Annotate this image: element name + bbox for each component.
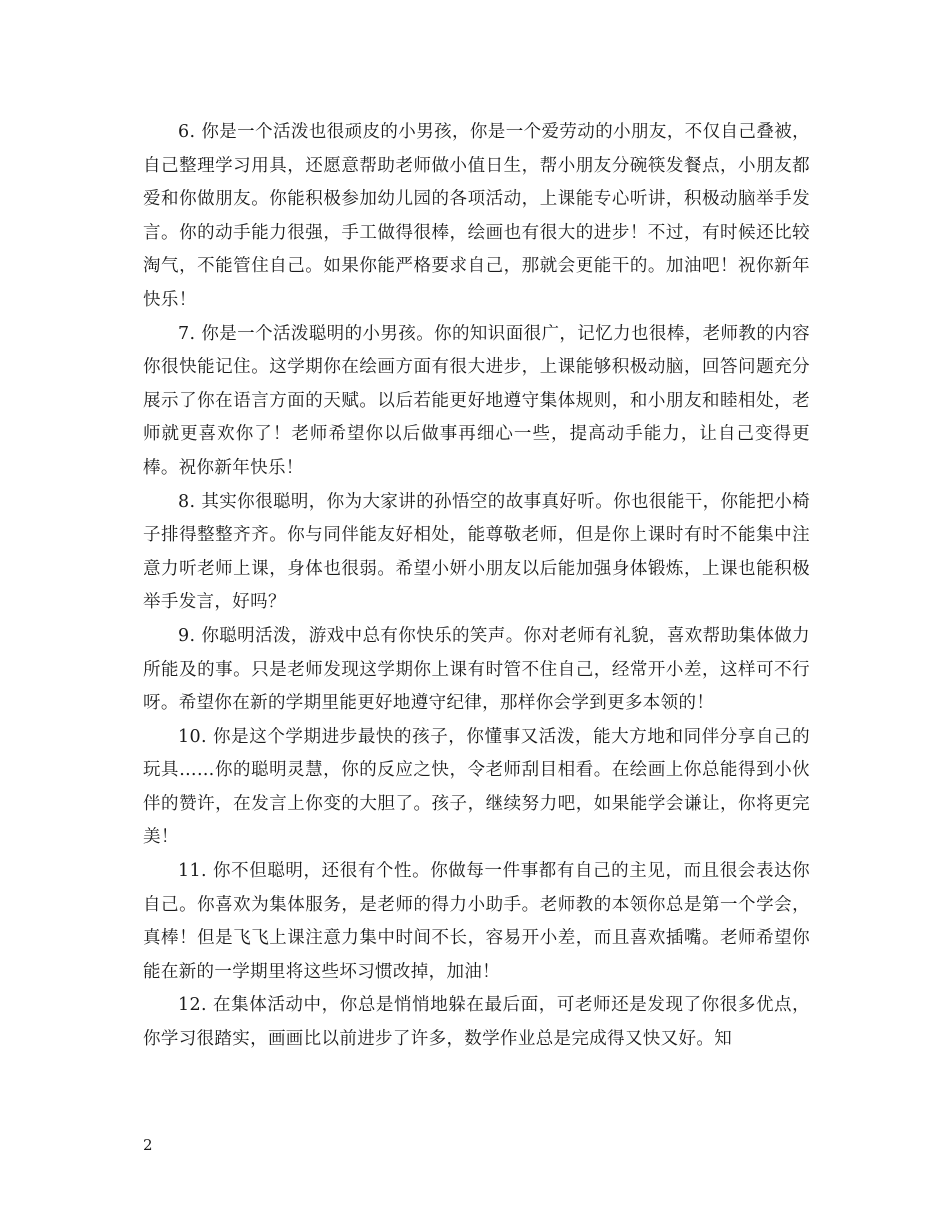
paragraph-11: 11. 你不但聪明，还很有个性。你做每一件事都有自己的主见，而且很会表达你自己。你喜欢为集体服务，是老师的得力小助手。老师教的本领你总是第一个学会，真棒！但是飞飞上课注意力集中时间不长，容易开小差，而且喜欢插嘴。老师希望你能在新的一学期里将这些坏习惯改掉，加油！: [143, 861, 810, 982]
paragraph-12: 12. 在集体活动中，你总是悄悄地躲在最后面，可老师还是发现了你很多优点，你学习很踏实，画画比以前进步了许多，数学作业总是完成得又快又好。知: [143, 995, 810, 1050]
page-number: 2: [143, 1136, 153, 1154]
paragraph-7: 7. 你是一个活泼聪明的小男孩。你的知识面很广，记忆力也很棒，老师教的内容你很快能记住。这学期你在绘画方面有很大进步，上课能够积极动脑，回答问题充分展示了你在语言方面的天赋。以后若能更好地遵守集体规则，和小朋友和睦相处，老师就更喜欢你了！老师希望你以后做事再细心一些，提高动手能力，让自己变得更棒。祝你新年快乐！: [143, 323, 810, 478]
paragraph-6: 6. 你是一个活泼也很顽皮的小男孩，你是一个爱劳动的小朋友，不仅自己叠被，自己整理学习用具，还愿意帮助老师做小值日生，帮小朋友分碗筷发餐点，小朋友都爱和你做朋友。你能积极参加幼儿园的各项活动，上课能专心听讲，积极动脑举手发言。你的动手能力很强，手工做得很棒，绘画也有很大的进步！不过，有时候还比较淘气，不能管住自己。如果你能严格要求自己，那就会更能干的。加油吧！祝你新年快乐！: [143, 122, 810, 310]
document-body: [143, 116, 810, 1057]
paragraph-8: 8. 其实你很聪明，你为大家讲的孙悟空的故事真好听。你也很能干，你能把小椅子排得整整齐齐。你与同伴能友好相处，能尊敬老师，但是你上课时有时不能集中注意力听老师上课，身体也很弱。希望小妍小朋友以后能加强身体锻炼，上课也能积极举手发言，好吗？: [143, 491, 810, 613]
paragraph-10: 10. 你是这个学期进步最快的孩子，你懂事又活泼，能大方地和同伴分享自己的玩具……你的聪明灵慧，你的反应之快，令老师刮目相看。在绘画上你总能得到小伙伴的赞许，在发言上你变的大胆了。孩子，继续努力吧，如果能学会谦让，你将更完美！: [143, 726, 810, 848]
paragraph-9: 9. 你聪明活泼，游戏中总有你快乐的笑声。你对老师有礼貌，喜欢帮助集体做力所能及的事。只是老师发现这学期你上课有时管不住自己，经常开小差，这样可不行呀。希望你在新的学期里能更好地遵守纪律，那样你会学到更多本领的！: [143, 625, 810, 714]
